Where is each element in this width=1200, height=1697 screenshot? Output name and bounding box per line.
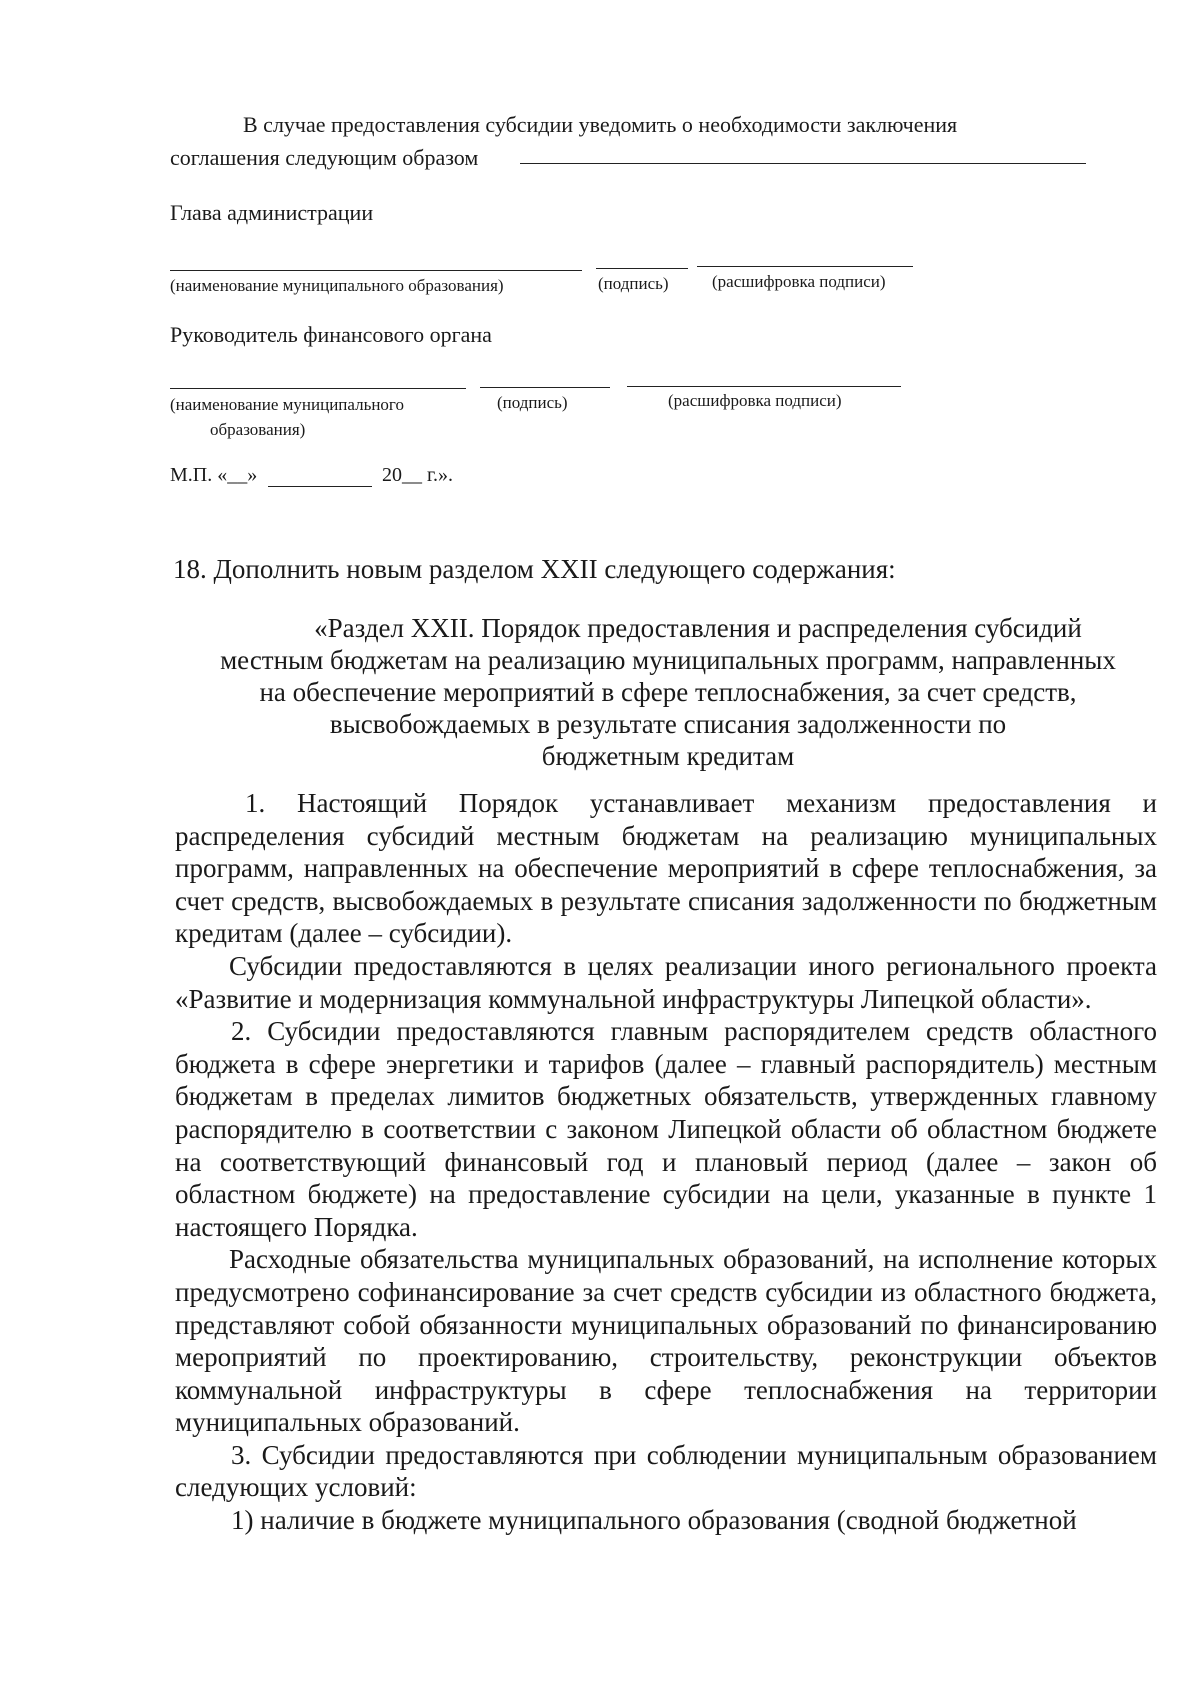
head-signature-line bbox=[596, 268, 688, 269]
head-caption-signature: (подпись) bbox=[598, 274, 669, 293]
section-title-line-1: «Раздел XXII. Порядок предоставления и распределения субсидий bbox=[314, 613, 1082, 643]
notify-line-2: соглашения следующим образом bbox=[170, 145, 479, 170]
date-blank-line bbox=[268, 486, 372, 487]
section-title-line-5: бюджетным кредитам bbox=[541, 741, 795, 771]
finance-caption-signature: (подпись) bbox=[497, 393, 568, 412]
item-18: 18. Дополнить новым разделом XXII следующего содержания: bbox=[173, 554, 896, 584]
finance-municipality-line bbox=[170, 388, 466, 389]
section-body bbox=[175, 787, 1157, 1537]
mp-label: М.П. «__» bbox=[170, 464, 258, 486]
paragraph-6: 1) наличие в бюджете муниципального образования (сводной бюджетной bbox=[231, 1505, 1077, 1536]
finance-decoding-line bbox=[627, 386, 901, 387]
head-caption-decoding: (расшифровка подписи) bbox=[712, 272, 886, 291]
section-title bbox=[168, 612, 1168, 772]
head-caption-municipality: (наименование муниципального образования) bbox=[170, 276, 504, 295]
finance-signature-line bbox=[480, 387, 610, 388]
head-decoding-line bbox=[697, 266, 913, 267]
finance-caption-municipality-1: (наименование муниципального bbox=[170, 395, 404, 414]
head-admin-title: Глава администрации bbox=[170, 200, 374, 225]
paragraph-1: 1. Настоящий Порядок устанавливает механизм предоставления и распределения субсидий местным бюджетам на реализацию муниципальных программ, направленных на обеспечение мероприятий в сфере теплоснабжения, за счет средств, высвобождаемых в результате списания задолженности по бюджетным кредитам (далее – субсидии). bbox=[175, 788, 1157, 949]
head-municipality-line bbox=[170, 270, 582, 271]
section-title-line-3: на обеспечение мероприятий в сфере теплоснабжения, за счет средств, bbox=[259, 677, 1077, 707]
year-label: 20__ г.». bbox=[382, 464, 453, 486]
notify-line-1: В случае предоставления субсидии уведомить о необходимости заключения bbox=[243, 112, 958, 137]
paragraph-3: 2. Субсидии предоставляются главным распорядителем средств областного бюджета в сфере энергетики и тарифов (далее – главный распорядитель) местным бюджетам в пределах лимитов бюджетных обязательств, утвержденных главному распорядителю в соответствии с законом Липецкой области об областном бюджете на соответствующий финансовый год и плановый период (далее – закон об областном бюджете) на предоставление субсидии на цели, указанные в пункте 1 настоящего Порядка. bbox=[175, 1016, 1157, 1242]
paragraph-2: Субсидии предоставляются в целях реализации иного регионального проекта «Развитие и модернизация коммунальной инфраструктуры Липецкой области». bbox=[175, 950, 1157, 1014]
finance-caption-decoding: (расшифровка подписи) bbox=[668, 391, 842, 410]
finance-head-title: Руководитель финансового органа bbox=[170, 322, 492, 347]
section-title-line-4: высвобождаемых в результате списания задолженности по bbox=[329, 709, 1007, 739]
section-title-line-2: местным бюджетам на реализацию муниципальных программ, направленных bbox=[220, 645, 1116, 675]
paragraph-4: Расходные обязательства муниципальных образований, на исполнение которых предусмотрено софинансирование за счет средств субсидии из областного бюджета, представляют собой обязанности муниципальных образований по финансированию мероприятий по проектированию, строительству, реконструкции объектов коммунальной инфраструктуры в сфере теплоснабжения на территории муниципальных образований. bbox=[175, 1244, 1157, 1438]
notify-blank-line bbox=[520, 163, 1086, 164]
finance-caption-municipality-2: образования) bbox=[210, 420, 306, 439]
paragraph-5: 3. Субсидии предоставляются при соблюдении муниципальным образованием следующих условий: bbox=[175, 1439, 1157, 1503]
